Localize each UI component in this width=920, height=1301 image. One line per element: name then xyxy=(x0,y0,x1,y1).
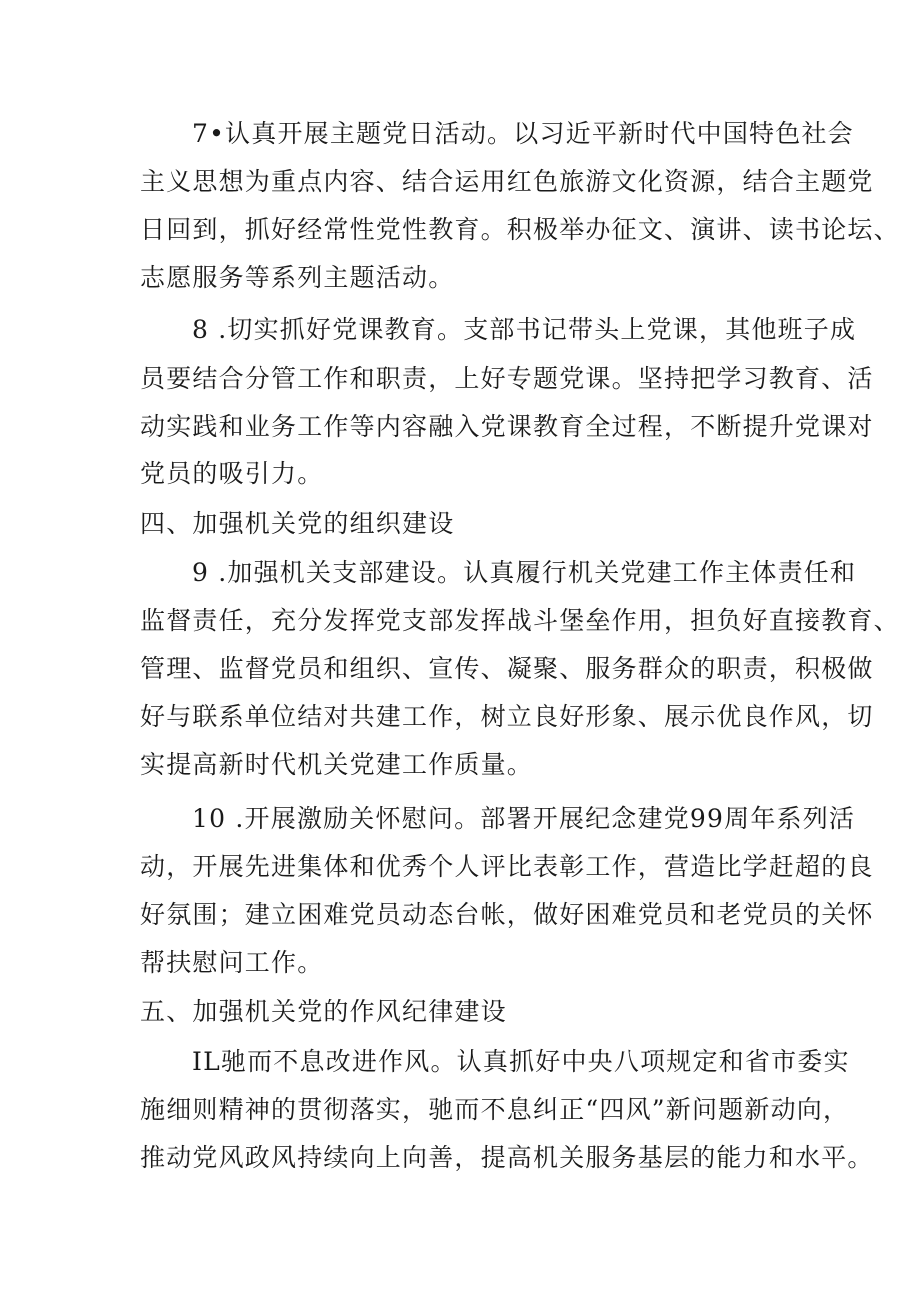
paragraph-10-line-1: 10 .开展激励关怀慰问。部署开展纪念建党99周年系列活 xyxy=(192,804,856,833)
paragraph-8-line-4: 党员的吸引力。 xyxy=(140,459,324,488)
paragraph-10-line-4: 帮扶慰问工作。 xyxy=(140,948,324,977)
paragraph-9-line-2: 监督责任，充分发挥党支部发挥战斗堡垒作用，担负好直接教育、 xyxy=(140,606,900,635)
paragraph-11-line-1: IL驰而不息改进作风。认真抓好中央八项规定和省市委实 xyxy=(192,1047,850,1076)
paragraph-8-line-3: 动实践和业务工作等内容融入党课教育全过程，不断提升党课对 xyxy=(140,412,874,441)
paragraph-9-line-1: 9 .加强机关支部建设。认真履行机关党建工作主体责任和 xyxy=(192,558,857,587)
paragraph-7-line-2: 主义思想为重点内容、结合运用红色旅游文化资源，结合主题党 xyxy=(140,167,874,196)
paragraph-9-line-3: 管理、监督党员和组织、宣传、凝聚、服务群众的职责，积极做 xyxy=(140,654,874,683)
paragraph-11-line-3: 推动党风政风持续向上向善，提高机关服务基层的能力和水平。 xyxy=(140,1143,874,1172)
section-heading-4: 四、加强机关党的组织建设 xyxy=(140,509,455,538)
paragraph-8-line-2: 员要结合分管工作和职责，上好专题党课。坚持把学习教育、活 xyxy=(140,364,874,393)
section-heading-5: 五、加强机关党的作风纪律建设 xyxy=(140,997,507,1026)
paragraph-7-line-1: 7•认真开展主题党日活动。以习近平新时代中国特色社会 xyxy=(192,119,854,148)
paragraph-9-line-4: 好与联系单位结对共建工作，树立良好形象、展示优良作风，切 xyxy=(140,702,874,731)
paragraph-9-line-5: 实提高新时代机关党建工作质量。 xyxy=(140,750,534,779)
paragraph-7-line-3: 日回到，抓好经常性党性教育。积极举办征文、演讲、读书论坛、 xyxy=(140,215,900,244)
paragraph-7-line-4: 志愿服务等系列主题活动。 xyxy=(140,263,455,292)
paragraph-10-line-2: 动，开展先进集体和优秀个人评比表彰工作，营造比学赶超的良 xyxy=(140,852,874,881)
paragraph-10-line-3: 好氛围；建立困难党员动态台帐，做好困难党员和老党员的关怀 xyxy=(140,900,874,929)
paragraph-11-line-2: 施细则精神的贯彻落实，驰而不息纠正“四风”新问题新动向， xyxy=(140,1095,850,1124)
paragraph-8-line-1: 8 .切实抓好党课教育。支部书记带头上党课，其他班子成 xyxy=(192,315,857,344)
